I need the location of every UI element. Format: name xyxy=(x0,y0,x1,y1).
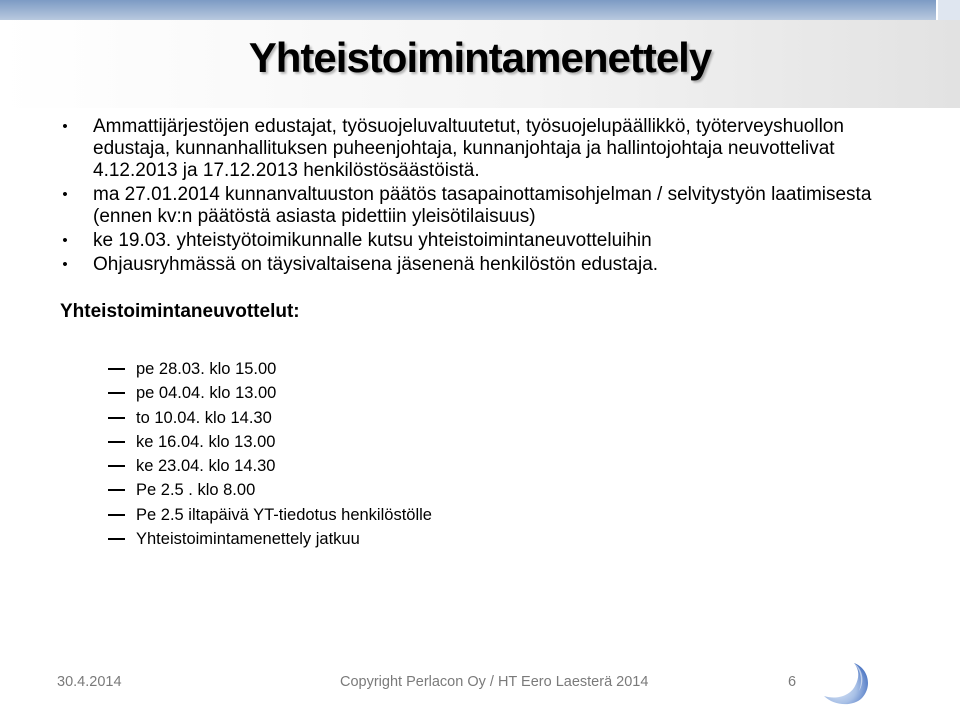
schedule-item xyxy=(0,381,432,405)
schedule-item xyxy=(0,503,432,527)
bullet-text: Ohjausryhmässä on täysivaltaisena jäsenenä henkilöstön edustaja. xyxy=(93,254,659,275)
dash-marker xyxy=(108,368,125,370)
dash-marker xyxy=(108,489,125,491)
dash-marker xyxy=(108,538,125,540)
dash-marker xyxy=(108,441,125,443)
slide-title: Yhteistoimintamenettely xyxy=(248,34,712,81)
page-number: 6 xyxy=(788,674,797,690)
schedule-item xyxy=(0,406,432,430)
dash-marker xyxy=(108,392,125,394)
dash-marker xyxy=(108,465,125,467)
schedule-item xyxy=(0,454,432,478)
bullet-marker: • xyxy=(62,118,68,135)
bullet-item xyxy=(0,116,960,182)
crescent-moon-logo-icon xyxy=(818,660,876,706)
dash-marker xyxy=(108,417,125,419)
schedule-text: pe 04.04. klo 13.00 xyxy=(136,384,277,403)
bullet-item xyxy=(0,230,960,252)
schedule-text: Yhteistoimintamenettely jatkuu xyxy=(136,530,360,549)
negotiations-heading: Yhteistoimintaneuvottelut: xyxy=(60,301,300,322)
schedule-text: ke 16.04. klo 13.00 xyxy=(136,432,276,451)
schedule-text: pe 28.03. klo 15.00 xyxy=(136,360,277,378)
bullet-item xyxy=(0,254,960,276)
schedule-item xyxy=(0,478,432,502)
bullet-marker: • xyxy=(62,256,68,273)
schedule-text: to 10.04. klo 14.30 xyxy=(136,408,272,427)
footer-copyright: Copyright Perlacon Oy / HT Eero Laesterä 2014 xyxy=(340,674,649,690)
schedule-text: Pe 2.5 . klo 8.00 xyxy=(136,481,256,500)
bullet-text: ma 27.01.2014 kunnanvaltuuston päätös tasapainottamisohjelman / selvitystyön laatimisesta (ennen kv:n päätöstä asiasta pidettiin yleisötilaisuus) xyxy=(93,184,872,227)
schedule-text: Pe 2.5 iltapäivä YT-tiedotus henkilöstölle xyxy=(136,505,432,524)
bullet-text: Ammattijärjestöjen edustajat, työsuojeluvaltuutetut, työsuojelupäällikkö, työterveyshuollon edustaja, kunnanhallituksen puheenjohtaja, kunnanjohtaja ja hallintojohtaja neuvottelivat 4.12.2013 ja 17.12.2013 henkilöstösäästöistä. xyxy=(93,116,844,181)
bullet-marker: • xyxy=(62,186,68,203)
bullet-marker: • xyxy=(62,232,68,249)
bullet-list xyxy=(0,116,960,278)
schedule-item xyxy=(0,527,432,551)
schedule-text: ke 23.04. klo 14.30 xyxy=(136,457,276,476)
schedule-item xyxy=(0,357,432,381)
schedule-item xyxy=(0,430,432,454)
footer-date: 30.4.2014 xyxy=(57,674,122,690)
dash-marker xyxy=(108,514,125,516)
negotiation-schedule xyxy=(0,357,432,551)
bullet-item xyxy=(0,184,960,228)
bullet-text: ke 19.03. yhteistyötoimikunnalle kutsu yhteistoimintaneuvotteluihin xyxy=(93,230,652,251)
